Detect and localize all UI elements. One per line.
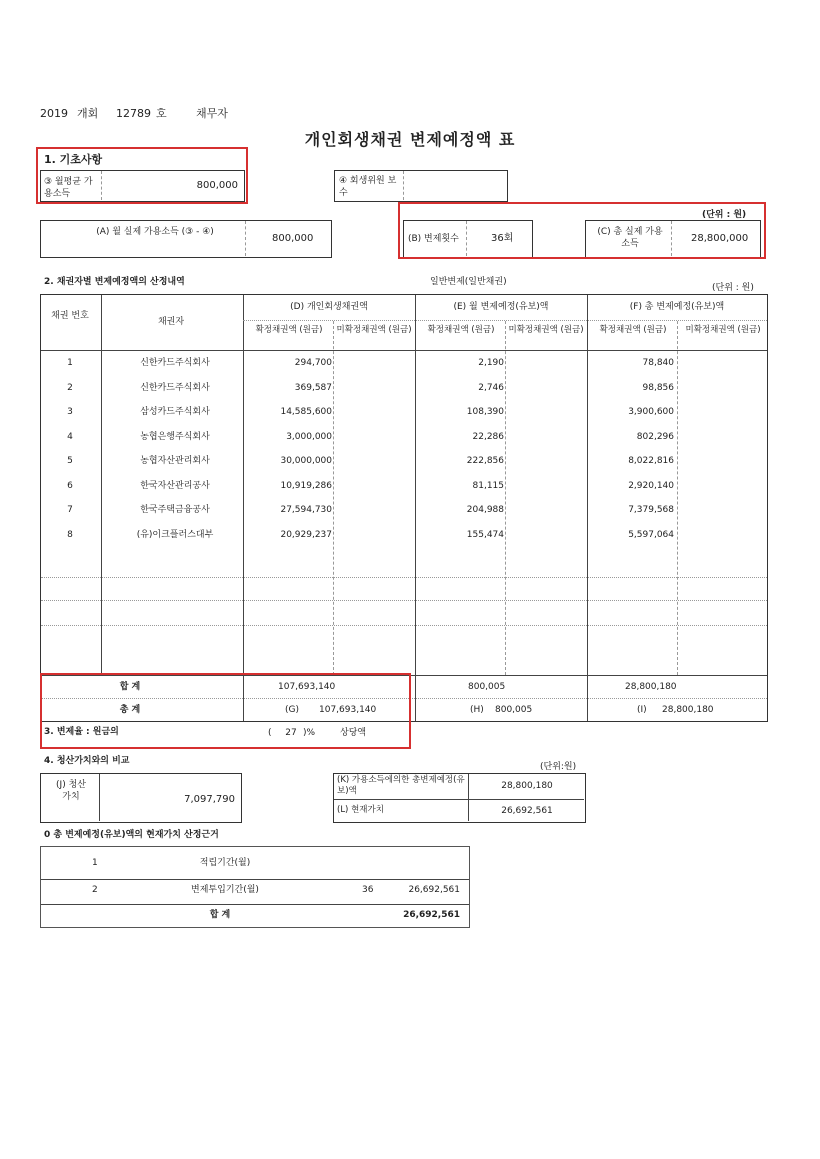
rate-suffix: 상당액 xyxy=(340,728,367,738)
row-no: 5 xyxy=(67,456,73,466)
case-year: 2019 xyxy=(40,107,68,120)
row-no: 6 xyxy=(67,481,73,491)
row-f: 2,920,140 xyxy=(628,481,674,491)
col-header-creditor: 채권자 xyxy=(157,317,185,327)
row-e: 81,115 xyxy=(472,481,504,491)
sub-f-confirmed: 확정채권액 (원금) xyxy=(599,325,667,335)
row-creditor: 신한카드주식회사 xyxy=(140,358,210,368)
row-no: 4 xyxy=(67,432,73,442)
row-d: 14,585,600 xyxy=(280,407,332,417)
repayment-rate: 27 xyxy=(285,728,297,738)
row-d: 10,919,286 xyxy=(280,481,332,491)
c-label: (C) 총 실제 가용소득 xyxy=(597,227,663,249)
pv-row-months: 36 xyxy=(362,885,374,895)
row-f: 802,296 xyxy=(636,432,674,442)
section2-category: 일반변제(일반채권) xyxy=(430,277,507,287)
row-f: 8,022,816 xyxy=(628,456,674,466)
subtotal-f: 28,800,180 xyxy=(625,682,677,692)
pv-row-label: 적립기간(월) xyxy=(199,858,251,868)
a-label: (A) 월 실제 가용소득 (③ - ④) xyxy=(96,227,214,237)
party-label: 채무자 xyxy=(196,107,228,120)
row-creditor: 신한카드주식회사 xyxy=(140,383,210,393)
monthly-income-label: ③ 월평균 가용소득 xyxy=(44,177,93,199)
unit-label-2: (단위 : 원) xyxy=(712,283,754,293)
section5-heading: 0 총 변제예정(유보)액의 현재가치 산정근거 xyxy=(44,830,219,840)
row-e: 22,286 xyxy=(472,432,504,442)
row-no: 1 xyxy=(67,358,73,368)
row-e: 222,856 xyxy=(466,456,504,466)
l-label: (L) 현재가치 xyxy=(337,805,384,815)
row-creditor: (유)이크플러스대부 xyxy=(136,530,214,540)
row-e: 108,390 xyxy=(466,407,504,417)
sub-f-unconfirmed: 미확정채권액 (원금) xyxy=(685,325,761,335)
sub-d-unconfirmed: 미확정채권액 (원금) xyxy=(336,325,412,335)
unit-label-3: (단위:원) xyxy=(540,762,577,772)
sub-e-unconfirmed: 미확정채권액 (원금) xyxy=(508,325,584,335)
row-e: 2,190 xyxy=(478,358,504,368)
case-ho: 호 xyxy=(156,107,167,120)
pv-row-value: 26,692,561 xyxy=(408,885,460,895)
a-value: 800,000 xyxy=(272,233,314,244)
row-no: 2 xyxy=(67,383,73,393)
rate-open: ( xyxy=(268,728,272,738)
pv-total-value: 26,692,561 xyxy=(403,910,460,920)
total-d: 107,693,140 xyxy=(319,705,377,715)
b-value: 36회 xyxy=(491,233,514,244)
row-e: 204,988 xyxy=(466,505,504,515)
j-value: 7,097,790 xyxy=(184,794,235,805)
h-label: (H) xyxy=(470,705,484,715)
case-number: 12789 xyxy=(116,107,151,120)
j-label: (J) 청산 가치 xyxy=(56,780,86,802)
i-label: (I) xyxy=(637,705,647,715)
case-type: 개회 xyxy=(77,107,99,120)
pv-row-label: 변제투입기간(월) xyxy=(191,885,259,895)
row-creditor: 한국주택금융공사 xyxy=(140,505,210,515)
row-d: 3,000,000 xyxy=(286,432,332,442)
row-d: 30,000,000 xyxy=(280,456,332,466)
row-f: 78,840 xyxy=(642,358,674,368)
total-e: 800,005 xyxy=(495,705,533,715)
section1-heading: 1. 기초사항 xyxy=(44,153,103,166)
row-f: 98,856 xyxy=(642,383,674,393)
row-d: 27,594,730 xyxy=(280,505,332,515)
col-header-f: (F) 총 변제예정(유보)액 xyxy=(629,302,725,312)
col-header-no: 채권 번호 xyxy=(51,311,89,321)
g-label: (G) xyxy=(285,705,299,715)
row-no: 3 xyxy=(67,407,73,417)
highlight-payments xyxy=(398,202,766,259)
total-label: 총 계 xyxy=(119,705,141,715)
row-f: 7,379,568 xyxy=(628,505,674,515)
pv-total-label: 합 계 xyxy=(209,910,231,920)
page-title: 개인회생채권 변제예정액 표 xyxy=(304,130,516,149)
pv-row-no: 1 xyxy=(92,858,98,868)
subtotal-d: 107,693,140 xyxy=(278,682,336,692)
row-creditor: 농협은행주식회사 xyxy=(140,432,210,442)
sub-d-confirmed: 확정채권액 (원금) xyxy=(255,325,323,335)
unit-label-1: (단위 : 원) xyxy=(702,210,747,220)
row-no: 7 xyxy=(67,505,73,515)
row-f: 5,597,064 xyxy=(628,530,674,540)
row-d: 20,929,237 xyxy=(280,530,332,540)
row-f: 3,900,600 xyxy=(628,407,674,417)
row-no: 8 xyxy=(67,530,73,540)
col-header-d: (D) 개인회생채권액 xyxy=(290,302,368,312)
col-header-e: (E) 월 변제예정(유보)액 xyxy=(453,302,549,312)
l-value: 26,692,561 xyxy=(501,806,553,816)
total-f: 28,800,180 xyxy=(662,705,714,715)
row-e: 155,474 xyxy=(466,530,504,540)
section3-label: 3. 변제율 : 원금의 xyxy=(44,727,119,737)
row-d: 369,587 xyxy=(294,383,332,393)
trustee-fee-label: ④ 회생위원 보수 xyxy=(339,176,397,198)
k-label: (K) 가용소득에의한 총변제예정(유보)액 xyxy=(337,775,465,796)
k-value: 28,800,180 xyxy=(501,781,553,791)
subtotal-label: 합 계 xyxy=(119,682,141,692)
row-e: 2,746 xyxy=(478,383,504,393)
row-creditor: 농협자산관리회사 xyxy=(140,456,210,466)
row-creditor: 삼성카드주식회사 xyxy=(140,407,210,417)
rate-close: )% xyxy=(303,728,316,738)
row-d: 294,700 xyxy=(294,358,332,368)
row-creditor: 한국자산관리공사 xyxy=(140,481,210,491)
section4-heading: 4. 청산가치와의 비교 xyxy=(44,756,130,766)
b-label: (B) 변제횟수 xyxy=(408,234,459,244)
section2-heading: 2. 채권자별 변제예정액의 산정내역 xyxy=(44,277,185,287)
highlight-totals xyxy=(40,673,411,749)
pv-row-no: 2 xyxy=(92,885,98,895)
highlight-income xyxy=(36,147,248,204)
sub-e-confirmed: 확정채권액 (원금) xyxy=(427,325,495,335)
c-value: 28,800,000 xyxy=(691,233,749,244)
monthly-income-value: 800,000 xyxy=(196,180,238,191)
subtotal-e: 800,005 xyxy=(468,682,506,692)
